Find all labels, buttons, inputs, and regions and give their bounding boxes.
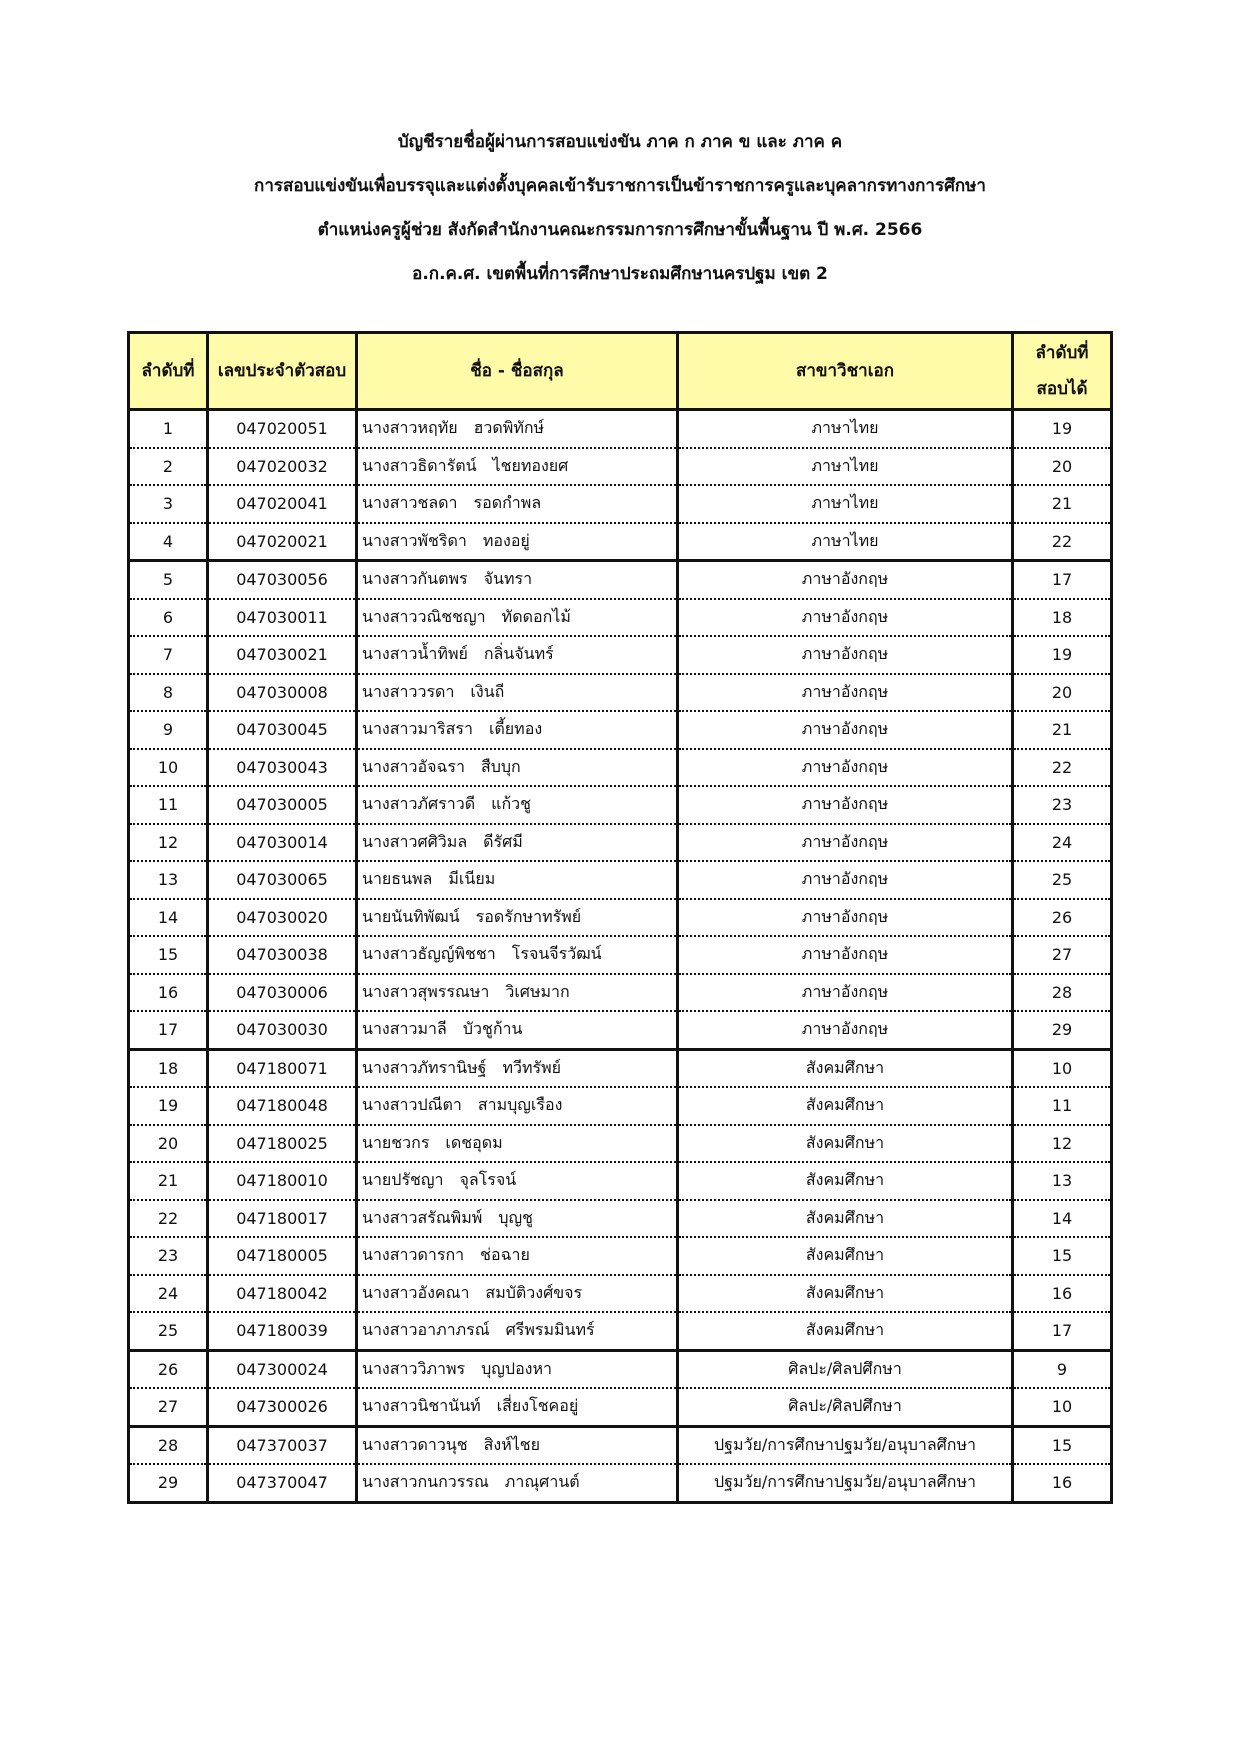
document-title-block (0, 120, 1240, 296)
cell-exam-id: 047020041 (208, 485, 357, 523)
cell-rank: 10 (1013, 1388, 1112, 1426)
table-row (129, 1388, 1112, 1426)
cell-exam-id: 047020032 (208, 448, 357, 486)
cell-seq: 13 (129, 861, 208, 899)
cell-seq: 6 (129, 599, 208, 637)
cell-rank: 19 (1013, 410, 1112, 448)
first-name: นางสาวธัญญ์พิชชา (362, 944, 496, 964)
cell-seq: 5 (129, 561, 208, 599)
cell-major: สังคมศึกษา (678, 1162, 1013, 1200)
table-row (129, 899, 1112, 937)
last-name: ฮวดพิทักษ์ (473, 418, 545, 438)
cell-rank: 17 (1013, 561, 1112, 599)
table-row (129, 636, 1112, 674)
first-name: นางสาวชลดา (362, 493, 458, 513)
cell-rank: 15 (1013, 1426, 1112, 1464)
cell-exam-id: 047020021 (208, 523, 357, 561)
table-row (129, 1162, 1112, 1200)
cell-rank: 22 (1013, 749, 1112, 787)
cell-major: ปฐมวัย/การศึกษาปฐมวัย/อนุบาลศึกษา (678, 1426, 1013, 1464)
last-name: ไชยทองยศ (492, 455, 569, 475)
cell-exam-id: 047030008 (208, 674, 357, 712)
title-line-4: อ.ก.ค.ศ. เขตพื้นที่การศึกษาประถมศึกษานครปฐม เขต 2 (412, 264, 828, 284)
cell-major: ศิลปะ/ศิลปศึกษา (678, 1350, 1013, 1388)
cell-exam-id: 047180048 (208, 1087, 357, 1125)
cell-major: สังคมศึกษา (678, 1087, 1013, 1125)
cell-name (357, 1049, 678, 1087)
first-name: นางสาวภัศราวดี (362, 794, 476, 814)
last-name: โรจนจีรวัฒน์ (511, 944, 602, 964)
cell-rank: 25 (1013, 861, 1112, 899)
first-name: นางสาวดารกา (362, 1245, 465, 1265)
cell-exam-id: 047030056 (208, 561, 357, 599)
first-name: นางสาวอัจฉรา (362, 756, 465, 776)
cell-major: ภาษาอังกฤษ (678, 674, 1013, 712)
cell-seq: 24 (129, 1275, 208, 1313)
table-row (129, 974, 1112, 1012)
first-name: นายธนพล (362, 869, 433, 889)
cell-exam-id: 047030020 (208, 899, 357, 937)
first-name: นางสาวปณีตา (362, 1095, 462, 1115)
table-row (129, 749, 1112, 787)
cell-name (357, 1464, 678, 1502)
cell-major: ภาษาอังกฤษ (678, 1011, 1013, 1049)
cell-name (357, 1162, 678, 1200)
cell-name (357, 674, 678, 712)
last-name: รอดรักษาทรัพย์ (475, 906, 582, 926)
last-name: เตี้ยทอง (488, 719, 543, 739)
table-row (129, 1350, 1112, 1388)
cell-rank: 19 (1013, 636, 1112, 674)
cell-major: ภาษาอังกฤษ (678, 749, 1013, 787)
header-rank (1013, 333, 1112, 410)
table-row (129, 561, 1112, 599)
cell-major: สังคมศึกษา (678, 1237, 1013, 1275)
last-name: สามบุญเรือง (477, 1095, 563, 1115)
first-name: นางสาวศศิวิมล (362, 831, 468, 851)
last-name: เดชอุดม (445, 1132, 503, 1152)
cell-exam-id: 047030043 (208, 749, 357, 787)
cell-seq: 4 (129, 523, 208, 561)
first-name: นางสาวพัชริดา (362, 530, 467, 550)
title-line-3: ตำแหน่งครูผู้ช่วย สังกัดสำนักงานคณะกรรมการการศึกษาขั้นพื้นฐาน ปี พ.ศ. 2566 (317, 220, 923, 240)
table-row (129, 485, 1112, 523)
cell-rank: 16 (1013, 1464, 1112, 1502)
last-name: ทองอยู่ (482, 530, 530, 550)
table-row (129, 936, 1112, 974)
cell-rank: 16 (1013, 1275, 1112, 1313)
cell-name (357, 1350, 678, 1388)
table-row (129, 448, 1112, 486)
cell-major: ปฐมวัย/การศึกษาปฐมวัย/อนุบาลศึกษา (678, 1464, 1013, 1502)
cell-major: ศิลปะ/ศิลปศึกษา (678, 1388, 1013, 1426)
cell-rank: 14 (1013, 1200, 1112, 1238)
last-name: สืบบุก (480, 756, 521, 776)
table-row (129, 1049, 1112, 1087)
table-row (129, 1275, 1112, 1313)
cell-name (357, 561, 678, 599)
cell-exam-id: 047030021 (208, 636, 357, 674)
cell-name (357, 523, 678, 561)
last-name: แก้วชู (491, 794, 531, 814)
cell-name (357, 974, 678, 1012)
first-name: นางสาวกนกวรรณ (362, 1472, 489, 1492)
cell-rank: 15 (1013, 1237, 1112, 1275)
table-body (129, 410, 1112, 1503)
cell-name (357, 899, 678, 937)
cell-seq: 25 (129, 1312, 208, 1350)
cell-name (357, 749, 678, 787)
cell-major: สังคมศึกษา (678, 1049, 1013, 1087)
cell-name (357, 824, 678, 862)
header-exam-id: เลขประจำตัวสอบ (208, 333, 357, 410)
first-name: นางสาวสุพรรณษา (362, 981, 490, 1001)
cell-exam-id: 047030005 (208, 786, 357, 824)
cell-seq: 21 (129, 1162, 208, 1200)
cell-name (357, 786, 678, 824)
first-name: นายนันทิพัฒน์ (362, 906, 460, 926)
results-table (127, 331, 1113, 1504)
table-row (129, 599, 1112, 637)
title-line-2: การสอบแข่งขันเพื่อบรรจุและแต่งตั้งบุคคลเข้ารับราชการเป็นข้าราชการครูและบุคลากรทางการศึกษา (254, 176, 986, 196)
cell-seq: 10 (129, 749, 208, 787)
cell-exam-id: 047030011 (208, 599, 357, 637)
cell-seq: 12 (129, 824, 208, 862)
cell-rank: 24 (1013, 824, 1112, 862)
last-name: ภาณุศานต์ (504, 1472, 580, 1492)
cell-rank: 10 (1013, 1049, 1112, 1087)
first-name: นายชวกร (362, 1132, 430, 1152)
cell-major: สังคมศึกษา (678, 1275, 1013, 1313)
cell-exam-id: 047030030 (208, 1011, 357, 1049)
table-row (129, 1011, 1112, 1049)
cell-rank: 17 (1013, 1312, 1112, 1350)
cell-rank: 22 (1013, 523, 1112, 561)
cell-exam-id: 047180071 (208, 1049, 357, 1087)
table-row (129, 786, 1112, 824)
table-header-row (129, 333, 1112, 410)
last-name: วิเศษมาก (505, 981, 570, 1001)
cell-rank: 29 (1013, 1011, 1112, 1049)
last-name: เงินถี (470, 681, 505, 701)
first-name: นางสาวอังคณา (362, 1282, 470, 1302)
first-name: นางสาวธิดารัตน์ (362, 455, 477, 475)
cell-seq: 9 (129, 711, 208, 749)
cell-seq: 23 (129, 1237, 208, 1275)
cell-major: สังคมศึกษา (678, 1200, 1013, 1238)
first-name: นายปรัชญา (362, 1170, 444, 1190)
cell-major: ภาษาไทย (678, 523, 1013, 561)
cell-exam-id: 047020051 (208, 410, 357, 448)
cell-seq: 15 (129, 936, 208, 974)
last-name: ช่อฉาย (480, 1245, 530, 1265)
last-name: สิงห์ไชย (483, 1434, 541, 1454)
cell-rank: 9 (1013, 1350, 1112, 1388)
cell-seq: 28 (129, 1426, 208, 1464)
cell-exam-id: 047180025 (208, 1125, 357, 1163)
cell-name (357, 1312, 678, 1350)
cell-rank: 18 (1013, 599, 1112, 637)
last-name: มีเนียม (448, 869, 496, 889)
cell-major: ภาษาอังกฤษ (678, 636, 1013, 674)
cell-rank: 28 (1013, 974, 1112, 1012)
cell-major: ภาษาไทย (678, 485, 1013, 523)
table-row (129, 711, 1112, 749)
cell-major: ภาษาอังกฤษ (678, 561, 1013, 599)
cell-seq: 22 (129, 1200, 208, 1238)
last-name: จันทรา (483, 569, 533, 589)
table-row (129, 674, 1112, 712)
cell-seq: 8 (129, 674, 208, 712)
cell-name (357, 599, 678, 637)
last-name: บุญปองหา (481, 1358, 553, 1378)
table-row (129, 1426, 1112, 1464)
cell-major: ภาษาอังกฤษ (678, 861, 1013, 899)
last-name: ศรีพรมมินทร์ (505, 1320, 595, 1340)
last-name: กลิ่นจันทร์ (483, 644, 554, 664)
cell-major: ภาษาอังกฤษ (678, 711, 1013, 749)
table-row (129, 1200, 1112, 1238)
cell-major: สังคมศึกษา (678, 1125, 1013, 1163)
cell-seq: 14 (129, 899, 208, 937)
cell-major: ภาษาไทย (678, 448, 1013, 486)
cell-name (357, 1237, 678, 1275)
cell-major: ภาษาอังกฤษ (678, 974, 1013, 1012)
cell-exam-id: 047180005 (208, 1237, 357, 1275)
cell-rank: 23 (1013, 786, 1112, 824)
cell-major: ภาษาอังกฤษ (678, 936, 1013, 974)
cell-name (357, 1275, 678, 1313)
cell-rank: 12 (1013, 1125, 1112, 1163)
first-name: นางสาวมาลี (362, 1019, 447, 1039)
table-row (129, 1237, 1112, 1275)
cell-name (357, 1388, 678, 1426)
cell-exam-id: 047180042 (208, 1275, 357, 1313)
cell-name (357, 485, 678, 523)
first-name: นางสาวน้ำทิพย์ (362, 644, 468, 664)
header-rank-line-2: สอบได้ (1036, 379, 1088, 399)
cell-rank: 11 (1013, 1087, 1112, 1125)
cell-exam-id: 047030045 (208, 711, 357, 749)
cell-major: ภาษาไทย (678, 410, 1013, 448)
first-name: นางสาววิภาพร (362, 1358, 466, 1378)
header-major: สาขาวิชาเอก (678, 333, 1013, 410)
first-name: นางสาวภัทรานิษฐ์ (362, 1057, 487, 1077)
cell-seq: 16 (129, 974, 208, 1012)
cell-major: สังคมศึกษา (678, 1312, 1013, 1350)
first-name: นางสาวสรัณพิมพ์ (362, 1207, 483, 1227)
cell-major: ภาษาอังกฤษ (678, 899, 1013, 937)
cell-major: ภาษาอังกฤษ (678, 824, 1013, 862)
cell-name (357, 410, 678, 448)
cell-rank: 27 (1013, 936, 1112, 974)
cell-major: ภาษาอังกฤษ (678, 786, 1013, 824)
cell-seq: 26 (129, 1350, 208, 1388)
cell-exam-id: 047180010 (208, 1162, 357, 1200)
cell-exam-id: 047030038 (208, 936, 357, 974)
cell-rank: 20 (1013, 674, 1112, 712)
cell-seq: 27 (129, 1388, 208, 1426)
cell-exam-id: 047180039 (208, 1312, 357, 1350)
cell-exam-id: 047030006 (208, 974, 357, 1012)
cell-name (357, 1200, 678, 1238)
cell-rank: 26 (1013, 899, 1112, 937)
table-row (129, 1312, 1112, 1350)
cell-name (357, 711, 678, 749)
cell-exam-id: 047030065 (208, 861, 357, 899)
last-name: รอดกำพล (473, 493, 542, 513)
cell-seq: 29 (129, 1464, 208, 1502)
header-seq: ลำดับที่ (129, 333, 208, 410)
table-row (129, 1087, 1112, 1125)
cell-seq: 2 (129, 448, 208, 486)
first-name: นางสาวกันตพร (362, 569, 468, 589)
last-name: เสี่ยงโชคอยู่ (496, 1396, 579, 1416)
first-name: นางสาวหฤทัย (362, 418, 458, 438)
first-name: นางสาวมาริสรา (362, 719, 473, 739)
cell-seq: 7 (129, 636, 208, 674)
cell-seq: 1 (129, 410, 208, 448)
cell-seq: 17 (129, 1011, 208, 1049)
table-row (129, 1464, 1112, 1502)
cell-seq: 3 (129, 485, 208, 523)
table-row (129, 861, 1112, 899)
cell-major: ภาษาอังกฤษ (678, 599, 1013, 637)
table-row (129, 523, 1112, 561)
cell-name (357, 1125, 678, 1163)
cell-rank: 21 (1013, 711, 1112, 749)
cell-rank: 13 (1013, 1162, 1112, 1200)
cell-seq: 11 (129, 786, 208, 824)
cell-exam-id: 047030014 (208, 824, 357, 862)
first-name: นางสาววณิชชญา (362, 606, 486, 626)
table-row (129, 410, 1112, 448)
last-name: บัวชูก้าน (462, 1019, 523, 1039)
title-line-1: บัญชีรายชื่อผู้ผ่านการสอบแข่งขัน ภาค ก ภาค ข และ ภาค ค (397, 132, 843, 152)
table-row (129, 824, 1112, 862)
last-name: สมบัติวงศ์ขจร (485, 1282, 583, 1302)
last-name: ทวีทรัพย์ (502, 1057, 562, 1077)
cell-exam-id: 047180017 (208, 1200, 357, 1238)
last-name: บุญชู (498, 1207, 533, 1227)
table-row (129, 1125, 1112, 1163)
cell-name (357, 1011, 678, 1049)
cell-exam-id: 047300024 (208, 1350, 357, 1388)
cell-exam-id: 047370047 (208, 1464, 357, 1502)
cell-name (357, 448, 678, 486)
last-name: ทัดดอกไม้ (501, 606, 571, 626)
first-name: นางสาววรดา (362, 681, 455, 701)
first-name: นางสาวดาวนุช (362, 1434, 468, 1454)
cell-rank: 20 (1013, 448, 1112, 486)
cell-name (357, 636, 678, 674)
last-name: ดีรัศมี (483, 831, 523, 851)
cell-seq: 19 (129, 1087, 208, 1125)
cell-seq: 20 (129, 1125, 208, 1163)
cell-name (357, 936, 678, 974)
cell-rank: 21 (1013, 485, 1112, 523)
first-name: นางสาวอาภาภรณ์ (362, 1320, 490, 1340)
last-name: จุลโรจน์ (459, 1170, 517, 1190)
cell-exam-id: 047370037 (208, 1426, 357, 1464)
cell-name (357, 1087, 678, 1125)
cell-name (357, 861, 678, 899)
cell-exam-id: 047300026 (208, 1388, 357, 1426)
header-rank-line-1: ลำดับที่ (1035, 343, 1089, 363)
first-name: นางสาวนิชานันท์ (362, 1396, 481, 1416)
header-name: ชื่อ - ชื่อสกุล (357, 333, 678, 410)
cell-name (357, 1426, 678, 1464)
cell-seq: 18 (129, 1049, 208, 1087)
